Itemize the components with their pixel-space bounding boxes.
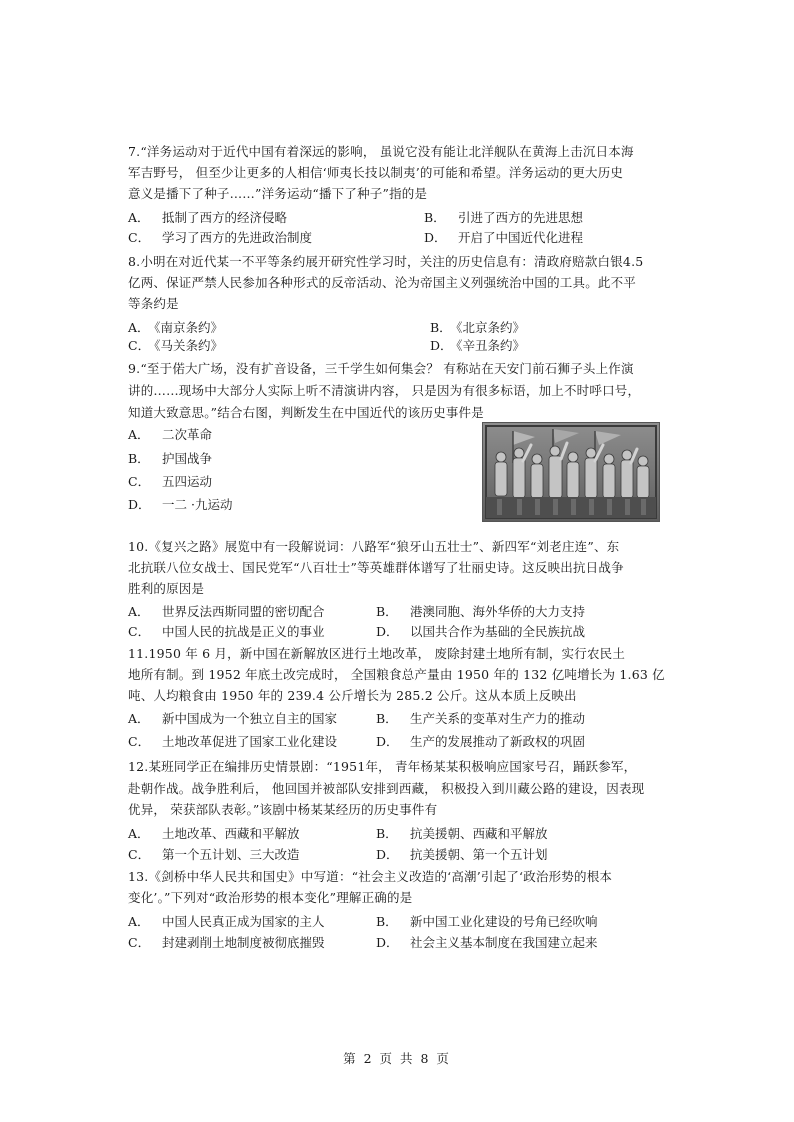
option-label: D．: [128, 497, 151, 512]
option-label: A．: [128, 826, 150, 841]
option-text: 《南京条约》: [148, 320, 224, 335]
option-text: 抗美援朝、西藏和平解放: [410, 826, 548, 841]
option-label: C．: [128, 474, 151, 489]
option-label: C．: [128, 230, 151, 245]
option-label: D．: [376, 624, 399, 639]
option-text: 新中国工业化建设的号角已经吹响: [410, 914, 598, 929]
option-label: D．: [424, 230, 447, 245]
q11-stem-line3: 吨、人均粮食由 1950 年的 239.4 公斤增长为 285.2 公斤。这从本质上反映出: [128, 688, 577, 703]
q9-option-c: [128, 473, 212, 490]
option-text: 世界反法西斯同盟的密切配合: [162, 604, 325, 619]
q11-option-b: [376, 710, 585, 727]
q9-stem-line3: 知道大致意思。”结合右图，判断发生在中国近代的该历史事件是: [128, 405, 484, 420]
q8-option-a: [128, 319, 223, 336]
q8-stem-line2: 亿两、保证严禁人民参加各种形式的反帝活动、沦为帝国主义列强统治中国的工具。此不平: [128, 275, 637, 290]
option-text: 港澳同胞、海外华侨的大力支持: [410, 604, 586, 619]
q9-option-b: [128, 450, 212, 467]
option-label: B．: [376, 826, 398, 841]
option-label: C．: [128, 624, 151, 639]
option-text: 社会主义基本制度在我国建立起来: [410, 935, 598, 950]
option-label: B．: [376, 604, 398, 619]
q9-option-d: [128, 496, 232, 513]
option-label: C．: [128, 847, 151, 862]
q7-stem-line1: 7.“洋务运动对于近代中国有着深远的影响， 虽说它没有能让北洋舰队在黄海上击沉日本海: [128, 144, 634, 159]
option-text: 引进了西方的先进思想: [458, 210, 584, 225]
option-label: D．: [376, 935, 399, 950]
option-text: 第一个五计划、三大改造: [162, 847, 300, 862]
q9-stem-line2: 讲的……现场中大部分人实际上听不清演讲内容， 只是因为有很多标语，加上不时呼口号，: [128, 383, 641, 398]
option-text: 生产关系的变革对生产力的推动: [410, 711, 586, 726]
option-text: 一二 ·九运动: [162, 497, 233, 512]
option-label: A．: [128, 427, 150, 442]
option-text: 学习了西方的先进政治制度: [162, 230, 313, 245]
option-text: 《辛丑条约》: [450, 338, 526, 353]
option-text: 土地改革促进了国家工业化建设: [162, 734, 338, 749]
q12-option-d: [376, 846, 548, 863]
option-label: A．: [128, 320, 150, 335]
q10-stem-line3: 胜利的原因是: [128, 581, 205, 596]
option-text: 护国战争: [162, 451, 213, 466]
q11-option-a: [128, 710, 337, 727]
option-label: A．: [128, 210, 150, 225]
q8-stem-line1: 8.小明在对近代某一不平等条约展开研究性学习时，关注的历史信息有：清政府赔款白银4.5: [128, 254, 644, 269]
option-label: B．: [128, 451, 150, 466]
option-text: 抗美援朝、第一个五计划: [410, 847, 548, 862]
option-label: C．: [128, 338, 151, 353]
q7-stem-line3: 意义是播下了种子……”洋务运动“播下了种子”指的是: [128, 186, 428, 201]
q10-option-b: [376, 603, 585, 620]
option-label: B．: [430, 320, 452, 335]
option-text: 新中国成为一个独立自主的国家: [162, 711, 338, 726]
option-text: 以国共合作为基础的全民族抗战: [410, 624, 586, 639]
option-text: 开启了中国近代化进程: [458, 230, 584, 245]
q9-stem-line1: 9.“至于偌大广场，没有扩音设备，三千学生如何集会？ 有称站在天安门前石狮子头上作演: [128, 361, 634, 376]
option-label: D．: [430, 338, 453, 353]
q7-option-a: [128, 209, 287, 226]
option-label: A．: [128, 914, 150, 929]
q12-option-b: [376, 825, 548, 842]
q10-option-c: [128, 623, 325, 640]
option-label: C．: [128, 935, 151, 950]
q7-option-c: [128, 229, 312, 246]
option-label: B．: [424, 210, 446, 225]
q12-stem-line1: 12.某班同学正在编排历史情景剧：“1951年， 青年杨某某积极响应国家号召，踊跃参军，: [128, 759, 637, 774]
option-text: 二次革命: [162, 427, 213, 442]
q8-option-c: [128, 337, 223, 354]
option-text: 《北京条约》: [450, 320, 526, 335]
option-label: A．: [128, 711, 150, 726]
q7-option-b: [424, 209, 583, 226]
relief-illustration: [483, 423, 659, 521]
q8-option-d: [430, 337, 525, 354]
q13-option-b: [376, 913, 598, 930]
q11-stem-line1: 11.1950 年 6 月，新中国在新解放区进行土地改革， 废除封建土地所有制，实行农民土: [128, 646, 626, 661]
q7-option-d: [424, 229, 583, 246]
q10-option-a: [128, 603, 325, 620]
q11-stem-line2: 地所有制。到 1952 年底土改完成时， 全国粮食总产量由 1950 年的 132 亿吨增长为 1.63 亿: [128, 667, 665, 682]
q11-option-c: [128, 733, 337, 750]
q8-stem-line3: 等条约是: [128, 296, 179, 311]
q13-stem-line2: 变化’。”下列对“政治形势的根本变化”理解正确的是: [128, 890, 413, 905]
q13-option-c: [128, 934, 325, 951]
option-label: A．: [128, 604, 150, 619]
page-number: 第 2 页 共 8 页: [343, 1051, 451, 1066]
option-text: 中国人民真正成为国家的主人: [162, 914, 325, 929]
q12-option-c: [128, 846, 300, 863]
q10-stem-line2: 北抗联八位女战士、国民党军“八百壮士”等英雄群体谱写了壮丽史诗。这反映出抗日战争: [128, 560, 624, 575]
q9-option-a: [128, 426, 212, 443]
q10-stem-line1: 10.《复兴之路》展览中有一段解说词：八路军“狼牙山五壮士”、新四军“刘老庄连”、东: [128, 539, 620, 554]
q7-stem-line2: 军吉野号， 但至少让更多的人相信‘师夷长技以制夷’的可能和希望。洋务运动的更大历史: [128, 165, 624, 180]
option-label: D．: [376, 734, 399, 749]
option-text: 中国人民的抗战是正义的事业: [162, 624, 325, 639]
option-text: 生产的发展推动了新政权的巩固: [410, 734, 586, 749]
option-text: 五四运动: [162, 474, 213, 489]
q12-stem-line2: 赴朝作战。战争胜利后， 他回国并被部队安排到西藏， 积极投入到川藏公路的建设，因表现: [128, 781, 645, 796]
q8-option-b: [430, 319, 525, 336]
q12-stem-line3: 优异， 荣获部队表彰。”该剧中杨某某经历的历史事件有: [128, 802, 438, 817]
q12-option-a: [128, 825, 300, 842]
option-text: 封建剥削土地制度被彻底摧毁: [162, 935, 325, 950]
option-label: D．: [376, 847, 399, 862]
q11-option-d: [376, 733, 585, 750]
option-text: 土地改革、西藏和平解放: [162, 826, 300, 841]
q10-option-d: [376, 623, 585, 640]
option-label: C．: [128, 734, 151, 749]
q13-option-a: [128, 913, 325, 930]
q13-stem-line1: 13.《剑桥中华人民共和国史》中写道：“社会主义改造的‘高潮’引起了‘政治形势的根本: [128, 869, 613, 884]
option-text: 抵制了西方的经济侵略: [162, 210, 288, 225]
option-label: B．: [376, 711, 398, 726]
may-fourth-relief-image: [482, 422, 660, 522]
option-label: B．: [376, 914, 398, 929]
option-text: 《马关条约》: [148, 338, 224, 353]
q13-option-d: [376, 934, 598, 951]
